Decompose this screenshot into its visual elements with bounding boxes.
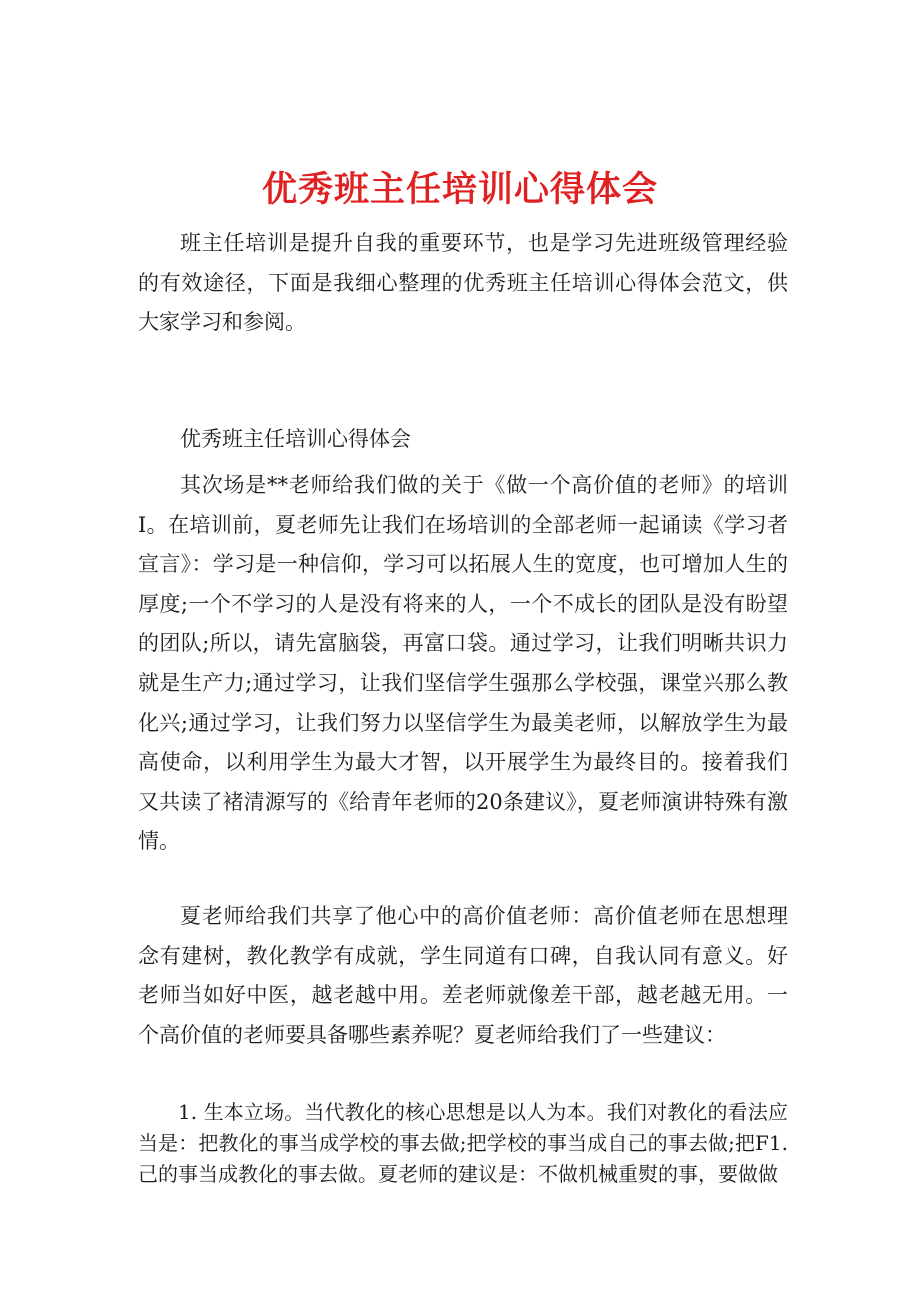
body-paragraph-2: 夏老师给我们共享了他心中的高价值老师：高价值老师在思想理念有建树，教化教学有成就，学生同道有口碑，自我认同有意义。好老师当如好中医，越老越中用。差老师就像差干部，越老越无用。一个高价值的老师要具备哪些素养呢？夏老师给我们了一些建议： — [138, 904, 788, 1047]
body-paragraph-1: 其次场是**老师给我们做的关于《做一个高价值的老师》的培训I。在培训前，夏老师先让我们在场培训的全部老师一起诵读《学习者宣言》：学习是一种信仰，学习可以拓展人生的宽度，也可增加人生的厚度;一个不学习的人是没有将来的人，一个不成长的团队是没有盼望的团队;所以，请先富脑袋，再富口袋。通过学习，让我们明晰共识力就是生产力;通过学习，让我们坚信学生强那么学校强，课堂兴那么教化兴;通过学习，让我们努力以坚信学生为最美老师，以解放学生为最高使命，以利用学生为最大才智，以开展学生为最终目的。接着我们又共读了褚清源写的《给青年老师的20条建议》，夏老师演讲特殊有激情。 — [138, 473, 788, 854]
intro-paragraph: 班主任培训是提升自我的重要环节，也是学习先进班级管理经验的有效途径，下面是我细心整理的优秀班主任培训心得体会范文，供大家学习和参阅。 — [138, 231, 788, 335]
section-subtitle: 优秀班主任培训心得体会 — [180, 427, 411, 451]
body-paragraph-3: 1. 生本立场。当代教化的核心思想是以人为本。我们对教化的看法应当是：把教化的事当成学校的事去做;把学校的事当成自己的事去做;把F1.己的事当成教化的事去做。夏老师的建议是：不做机械重熨的事，要做做 — [138, 1100, 788, 1186]
document-title: 优秀班主任培训心得体会 — [261, 169, 658, 211]
